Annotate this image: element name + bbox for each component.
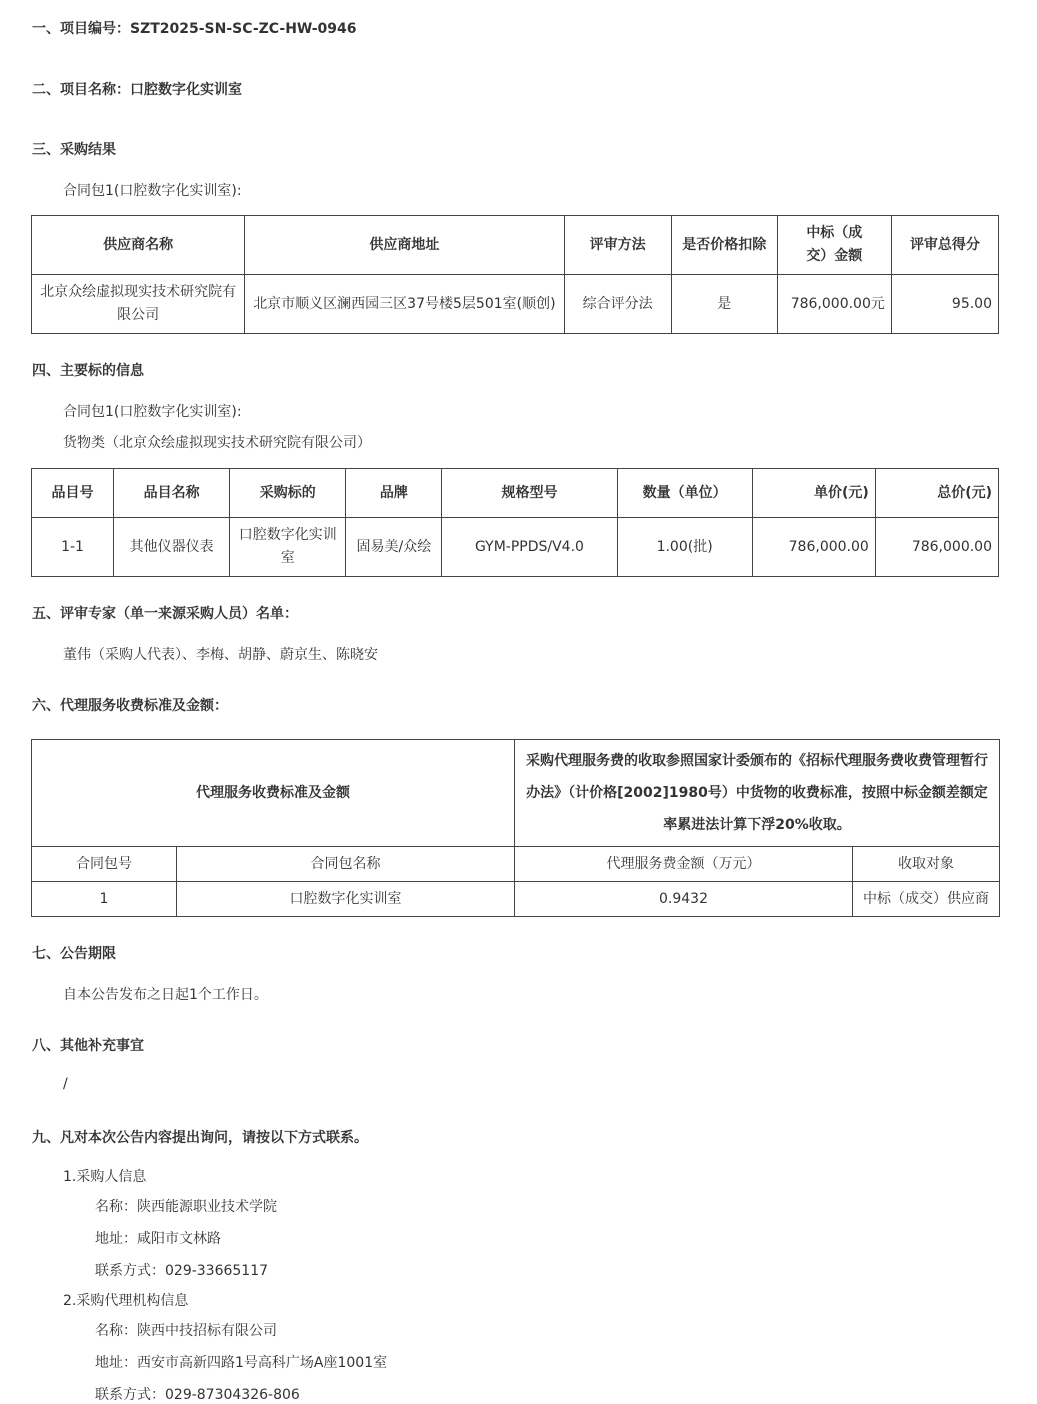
col-bid-amount: 中标（成交）金额 bbox=[777, 216, 891, 275]
col-fee-payer: 收取对象 bbox=[853, 847, 1000, 882]
brand: 固易美/众绘 bbox=[346, 518, 442, 577]
project-number-value: SZT2025-SN-SC-ZC-HW-0946 bbox=[130, 21, 357, 37]
table-header-row bbox=[32, 469, 999, 518]
col-price-deduction: 是否价格扣除 bbox=[671, 216, 777, 275]
table-header-row bbox=[32, 847, 1000, 882]
agency-heading: 2.采购代理机构信息 bbox=[63, 1293, 189, 1309]
col-package-name: 合同包名称 bbox=[177, 847, 515, 882]
col-item-number: 品目号 bbox=[32, 469, 114, 518]
buyer-contact: 联系方式：029-33665117 bbox=[95, 1263, 269, 1279]
table-row bbox=[32, 518, 999, 577]
section-notice-period: 七、公告期限 bbox=[32, 946, 116, 962]
buyer-heading: 1.采购人信息 bbox=[63, 1169, 147, 1185]
col-total-price: 总价(元) bbox=[875, 469, 998, 518]
result-table bbox=[31, 215, 999, 334]
col-procurement-subject: 采购标的 bbox=[230, 469, 346, 518]
agency-name: 名称：陕西中技招标有限公司 bbox=[95, 1323, 277, 1339]
section-experts: 五、评审专家（单一来源采购人员）名单： bbox=[32, 606, 298, 622]
col-evaluation-method: 评审方法 bbox=[564, 216, 671, 275]
fee-standard-row bbox=[32, 740, 1000, 847]
col-item-name: 品目名称 bbox=[114, 469, 230, 518]
fee-amount: 0.9432 bbox=[515, 882, 853, 917]
price-deduction: 是 bbox=[671, 275, 777, 334]
result-package-label: 合同包1(口腔数字化实训室): bbox=[63, 183, 242, 199]
bid-amount: 786,000.00元 bbox=[777, 275, 891, 334]
unit-price: 786,000.00 bbox=[752, 518, 875, 577]
table-header-row bbox=[32, 216, 999, 275]
section-other-matters: 八、其他补充事宜 bbox=[32, 1038, 144, 1054]
supplier-name: 北京众绘虚拟现实技术研究院有限公司 bbox=[32, 275, 245, 334]
supplier-address: 北京市顺义区澜西园三区37号楼5层501室(顺创) bbox=[245, 275, 564, 334]
notice-period-text: 自本公告发布之日起1个工作日。 bbox=[63, 987, 268, 1003]
section-contact: 九、凡对本次公告内容提出询问，请按以下方式联系。 bbox=[32, 1130, 368, 1146]
items-package-label: 合同包1(口腔数字化实训室): bbox=[63, 404, 242, 420]
col-model: 规格型号 bbox=[442, 469, 617, 518]
buyer-name: 名称：陕西能源职业技术学院 bbox=[95, 1199, 277, 1215]
project-name-line bbox=[32, 79, 242, 99]
project-number-line bbox=[32, 18, 357, 38]
package-number: 1 bbox=[32, 882, 177, 917]
buyer-address: 地址：咸阳市文林路 bbox=[95, 1231, 221, 1247]
quantity: 1.00(批) bbox=[617, 518, 752, 577]
col-unit-price: 单价(元) bbox=[752, 469, 875, 518]
fee-payer: 中标（成交）供应商 bbox=[853, 882, 1000, 917]
total-score: 95.00 bbox=[891, 275, 998, 334]
evaluation-method: 综合评分法 bbox=[564, 275, 671, 334]
fee-standard-description: 采购代理服务费的收取参照国家计委颁布的《招标代理服务费收费管理暂行办法》（计价格[2002]1980号）中货物的收费标准，按照中标金额差额定率累进法计算下浮20%收取。 bbox=[515, 740, 1000, 847]
col-supplier-address: 供应商地址 bbox=[245, 216, 564, 275]
project-name-label: 二、项目名称： bbox=[32, 82, 130, 98]
item-number: 1-1 bbox=[32, 518, 114, 577]
col-fee-amount: 代理服务费金额（万元） bbox=[515, 847, 853, 882]
section-procurement-result: 三、采购结果 bbox=[32, 142, 116, 158]
col-supplier-name: 供应商名称 bbox=[32, 216, 245, 275]
section-agency-fee: 六、代理服务收费标准及金额： bbox=[32, 698, 228, 714]
col-brand: 品牌 bbox=[346, 469, 442, 518]
table-row bbox=[32, 882, 1000, 917]
agency-address: 地址：西安市高新四路1号高科广场A座1001室 bbox=[95, 1355, 388, 1371]
fee-standard-label: 代理服务收费标准及金额 bbox=[32, 740, 515, 847]
table-row bbox=[32, 275, 999, 334]
items-table bbox=[31, 468, 999, 577]
project-name-value: 口腔数字化实训室 bbox=[130, 82, 242, 98]
procurement-subject: 口腔数字化实训室 bbox=[230, 518, 346, 577]
agency-contact: 联系方式：029-87304326-806 bbox=[95, 1387, 300, 1403]
package-name: 口腔数字化实训室 bbox=[177, 882, 515, 917]
section-main-items: 四、主要标的信息 bbox=[32, 363, 144, 379]
agency-fee-table bbox=[31, 739, 1000, 917]
expert-names: 董伟（采购人代表）、李梅、胡静、蔚京生、陈晓安 bbox=[63, 647, 378, 663]
col-package-number: 合同包号 bbox=[32, 847, 177, 882]
col-quantity: 数量（单位） bbox=[617, 469, 752, 518]
project-number-label: 一、项目编号： bbox=[32, 21, 130, 37]
model: GYM-PPDS/V4.0 bbox=[442, 518, 617, 577]
items-category: 货物类（北京众绘虚拟现实技术研究院有限公司） bbox=[63, 435, 371, 451]
total-price: 786,000.00 bbox=[875, 518, 998, 577]
col-total-score: 评审总得分 bbox=[891, 216, 998, 275]
item-name: 其他仪器仪表 bbox=[114, 518, 230, 577]
other-matters-text: / bbox=[63, 1076, 68, 1092]
